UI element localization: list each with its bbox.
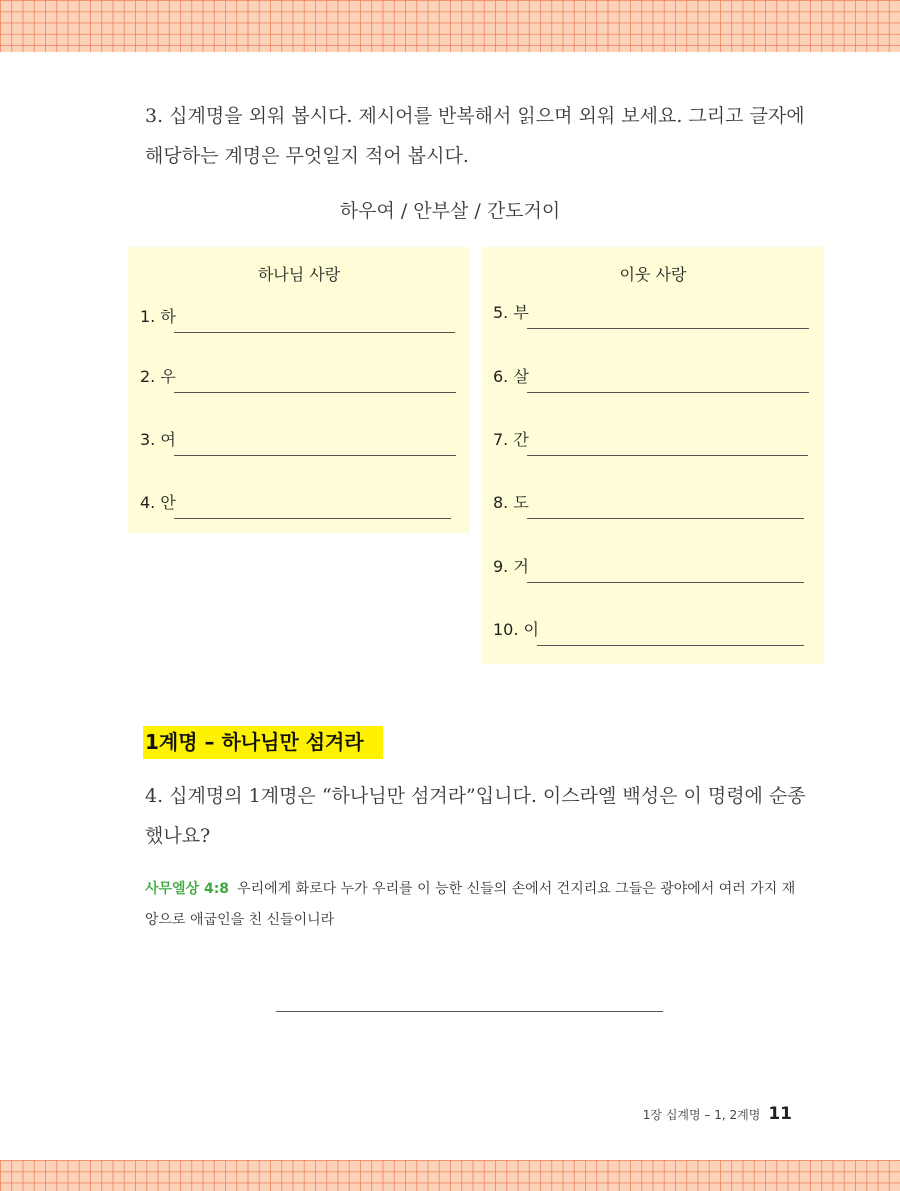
commandment-entry-8 — [493, 493, 804, 519]
grid-border-bottom — [0, 1160, 900, 1191]
verse-reference: 사무엘상 4:8 — [145, 881, 230, 897]
commandment-entry-4 — [140, 493, 451, 519]
commandment-entry-6 — [493, 367, 809, 393]
commandment-entry-7 — [493, 430, 808, 456]
answer-blank-10[interactable] — [537, 645, 804, 646]
commandment-entry-3 — [140, 430, 456, 456]
commandment-entry-9 — [493, 557, 804, 583]
commandment-label: 7. 간 — [493, 430, 529, 449]
commandment-entry-5 — [493, 303, 809, 329]
commandment-label: 8. 도 — [493, 493, 529, 512]
commandment-label: 3. 여 — [140, 430, 176, 449]
commandment-label: 5. 부 — [493, 303, 529, 322]
commandment-label: 10. 이 — [493, 620, 539, 639]
commandment-label: 2. 우 — [140, 367, 176, 386]
commandment-label: 6. 살 — [493, 367, 529, 386]
commandment-label: 1. 하 — [140, 307, 176, 326]
answer-blank-6[interactable] — [527, 392, 809, 393]
section-heading: 1계명 – 하나님만 섬겨라 — [143, 726, 383, 759]
page-number: 11 — [768, 1104, 792, 1124]
commandment-entry-2 — [140, 367, 456, 393]
scripture-verse — [145, 874, 805, 936]
god-love-title: 하나님 사랑 — [257, 265, 341, 284]
footer-chapter: 1장 십계명 – 1, 2계명 — [642, 1108, 761, 1122]
commandment-entry-10 — [493, 620, 804, 646]
neighbor-love-title: 이웃 사랑 — [619, 265, 687, 284]
answer-blank-4[interactable] — [174, 518, 451, 519]
answer-blank-7[interactable] — [527, 455, 808, 456]
question-4: 4. 십계명의 1계명은 “하나님만 섬겨라”입니다. 이스라엘 백성은 이 명령에 순종했나요? — [145, 785, 806, 847]
answer-blank-1[interactable] — [174, 332, 455, 333]
answer-blank-9[interactable] — [527, 582, 804, 583]
page-footer — [643, 1104, 792, 1124]
answer-blank-3[interactable] — [174, 455, 456, 456]
commandment-entry-1 — [140, 307, 455, 333]
answer-blank-2[interactable] — [174, 392, 456, 393]
mnemonic-hint: 하우여 / 안부살 / 간도거이 — [339, 200, 561, 222]
answer-blank-8[interactable] — [527, 518, 804, 519]
commandment-label: 4. 안 — [140, 493, 176, 512]
grid-border-top — [0, 0, 900, 52]
answer-blank-5[interactable] — [527, 328, 809, 329]
answer-blank-question-4[interactable] — [276, 1011, 663, 1012]
commandment-label: 9. 거 — [493, 557, 529, 576]
verse-text: 우리에게 화로다 누가 우리를 이 능한 신들의 손에서 건지리요 그들은 광야에서 여러 가지 재앙으로 애굽인을 친 신들이니라 — [145, 881, 796, 928]
question-3: 3. 십계명을 외워 봅시다. 제시어를 반복해서 읽으며 외워 보세요. 그리고 글자에 해당하는 계명은 무엇일지 적어 봅시다. — [145, 105, 805, 167]
